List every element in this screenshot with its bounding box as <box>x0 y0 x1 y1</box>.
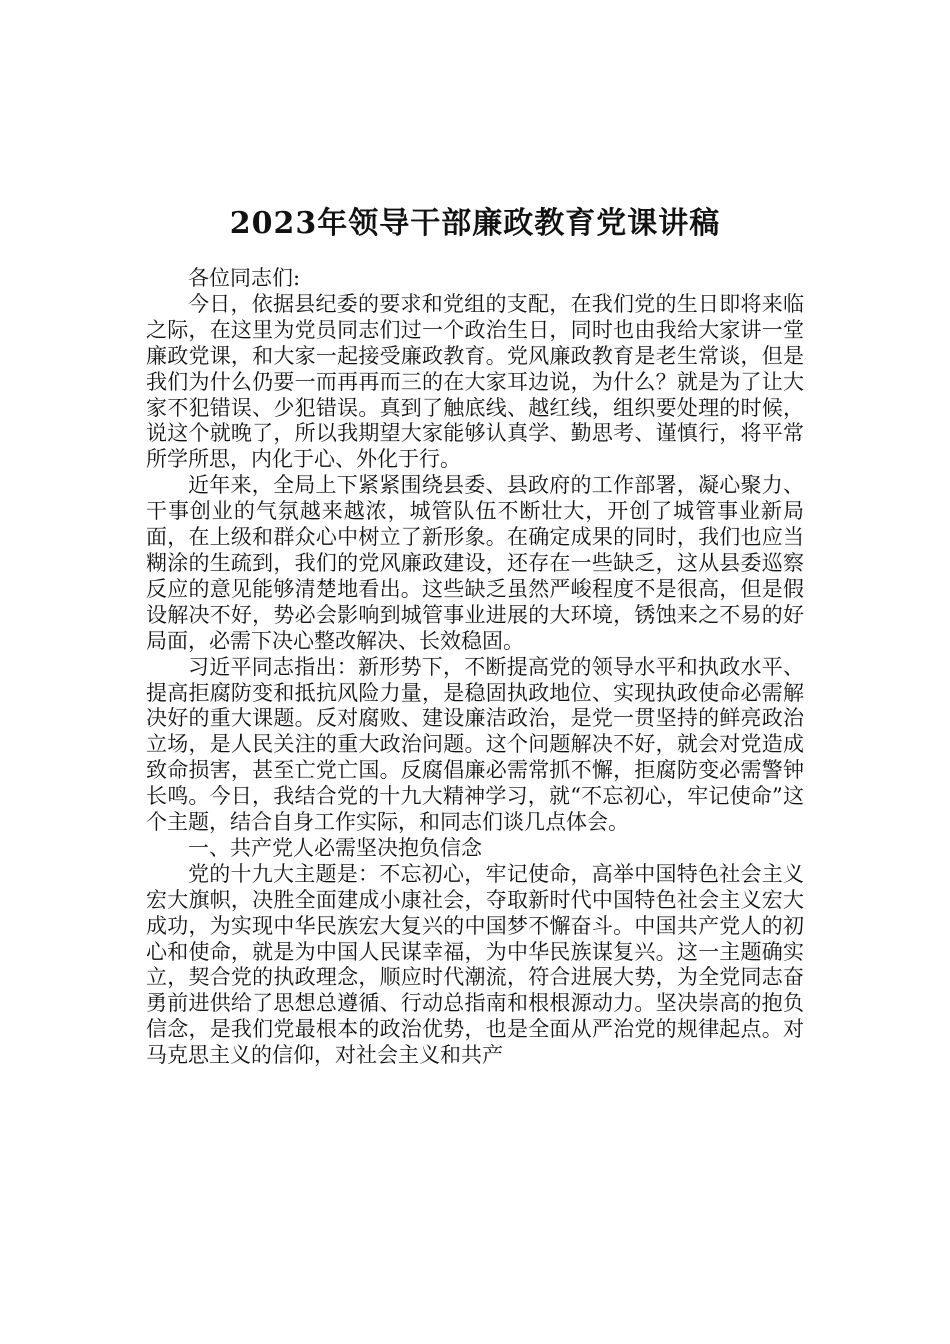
paragraph: 近年来，全局上下紧紧围绕县委、县政府的工作部署，凝心聚力、干事创业的气氛越来越浓，城管队伍不断壮大，开创了城管事业新局面，在上级和群众心中树立了新形象。在确定成果的同时，我们也应当糊涂的生疏到，我们的党风廉政建设，还存在一些缺乏，这从县委巡察反应的意见能够清楚地看出。这些缺乏虽然严峻程度不是很高，但是假设解决不好，势必会影响到城管事业进展的大环境，锈蚀来之不易的好局面，必需下决心整改解决、长效稳固。 <box>146 473 804 653</box>
section-heading: 一、共产党人必需坚决抱负信念 <box>188 835 482 860</box>
paragraph: 习近平同志指出：新形势下，不断提高党的领导水平和执政水平、提高拒腐防变和抵抗风险力量，是稳固执政地位、实现执政使命必需解决好的重大课题。反对腐败、建设廉洁政治，是党一贯坚持的鲜亮政治立场，是人民关注的重大政治问题。这个问题解决不好，就会对党造成致命损害，甚至亡党亡国。反腐倡廉必需常抓不懈，拒腐防变必需警钟长鸣。今日，我结合党的十九大精神学习，就“不忘初心，牢记使命”这个主题，结合自身工作实际，和同志们谈几点体会。 <box>146 654 804 835</box>
salutation: 各位同志们: <box>188 266 301 290</box>
document-title: 2023年领导干部廉政教育党课讲稿 <box>229 206 721 241</box>
document-body <box>146 266 804 1069</box>
paragraph: 党的十九大主题是：不忘初心，牢记使命，高举中国特色社会主义宏大旗帜，决胜全面建成小康社会，夺取新时代中国特色社会主义宏大成功，为实现中华民族宏大复兴的中国梦不懈奋斗。中国共产党人的初心和使命，就是为中国人民谋幸福，为中华民族谋复兴。这一主题确实立，契合党的执政理念，顺应时代潮流，符合进展大势，为全党同志奋勇前进供给了思想总遵循、行动总指南和根根源动力。坚决崇高的抱负信念，是我们党最根本的政治优势，也是全面从严治党的规律起点。对马克思主义的信仰，对社会主义和共产 <box>146 861 804 1068</box>
paragraph: 今日，依据县纪委的要求和党组的支配，在我们党的生日即将来临之际，在这里为党员同志们过一个政治生日，同时也由我给大家讲一堂廉政党课，和大家一起接受廉政教育。党风廉政教育是老生常谈，但是我们为什么仍要一而再再而三的在大家耳边说，为什么？就是为了让大家不犯错误、少犯错误。真到了触底线、越红线，组织要处理的时候，说这个就晚了，所以我期望大家能够认真学、勤思考、谨慎行，将平常所学所思，内化于心、外化于行。 <box>146 291 804 472</box>
